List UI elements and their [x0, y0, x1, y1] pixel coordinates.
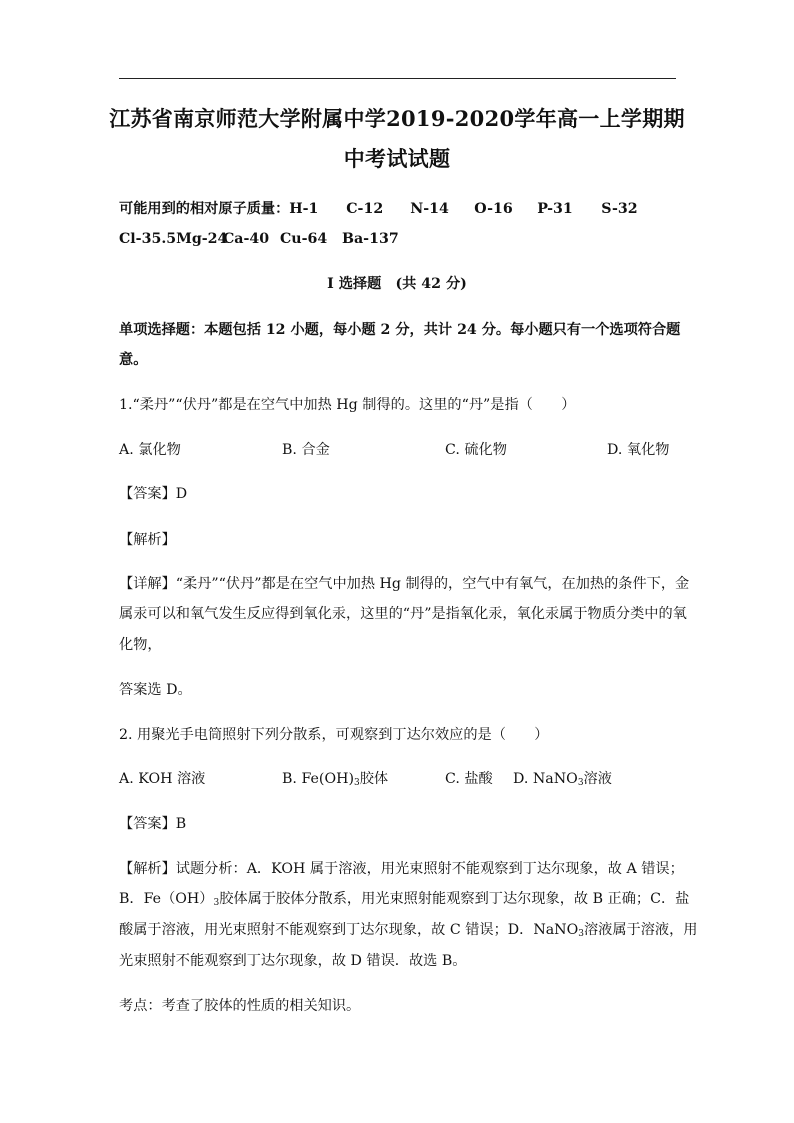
q2-analysis-line1: 【解析】试题分析：A．KOH 属于溶液，用光束照射不能观察到丁达尔现象，故 A 错误； — [119, 861, 684, 877]
q2-option-b — [282, 769, 388, 789]
q2-kaodian: 考点：考查了胶体的性质的相关知识。 — [119, 998, 361, 1014]
atomic-mass-item: Cl-35.5Mg-24 — [119, 231, 228, 247]
atomic-mass-item: N-14 — [410, 201, 449, 217]
q2-option-d-text: D. NaNO — [513, 771, 578, 787]
header-rule — [119, 78, 676, 79]
q2-analysis-line2-suffix: 胶体属于胶体分散系，用光束照射能观察到丁达尔现象，故 B 正确；C．盐 — [219, 891, 690, 907]
q2-analysis-line2-text: B．Fe（OH） — [119, 891, 214, 907]
q2-option-d-suffix: 溶液 — [583, 771, 612, 787]
q2-option-b-subscript: 3 — [353, 778, 360, 788]
atomic-mass-row2 — [119, 229, 679, 249]
q1-analysis-head: 【解析】 — [119, 532, 176, 548]
atomic-mass-item: S-32 — [601, 201, 638, 217]
q1-option-c: C. 硫化物 — [445, 442, 507, 458]
atomic-mass-item: Ca-40 — [223, 231, 270, 247]
atomic-mass-item: P-31 — [537, 201, 573, 217]
atomic-mass-row1 — [119, 199, 679, 219]
atomic-mass-item: O-16 — [474, 201, 513, 217]
q2-answer: 【答案】B — [119, 816, 187, 832]
q2-analysis-line3-subscript: 3 — [578, 929, 584, 939]
atomic-mass-item: Cu-64 — [280, 231, 328, 247]
q2-analysis-line2-subscript: 3 — [213, 898, 220, 908]
q1-detail-line1: 【详解】“柔丹”“伏丹”都是在空气中加热 Hg 制得的，空气中有氧气，在加热的条件下，金 — [119, 576, 690, 592]
q2-option-d-subscript: 3 — [577, 778, 584, 788]
q1-stem: 1.“柔丹”“伏丹”都是在空气中加热 Hg 制得的。这里的“丹”是指（ ） — [119, 397, 576, 413]
section-instruction-line2: 意。 — [119, 352, 148, 368]
page-title-line2: 中考试试题 — [343, 146, 451, 171]
atomic-mass-item: H-1 — [289, 201, 319, 217]
q1-answer: 【答案】D — [119, 486, 188, 502]
q2-analysis-line4: 光束照射不能观察到丁达尔现象，故 D 错误．故选 B。 — [119, 953, 467, 969]
q2-analysis-line2 — [119, 889, 690, 909]
section-title: I 选择题 (共 42 分) — [327, 276, 467, 292]
q1-detail-line3: 化物， — [119, 637, 162, 653]
atomic-mass-item: C-12 — [346, 201, 384, 217]
q2-analysis-line3-suffix: 溶液属于溶液，用 — [583, 922, 698, 938]
section-instruction-line1: 单项选择题：本题包括 12 小题，每小题 2 分，共计 24 分。每小题只有一个选项符合题 — [119, 322, 681, 338]
q2-option-b-suffix: 胶体 — [359, 771, 389, 787]
q2-analysis-line3-text: 酸属于溶液，用光束照射不能观察到丁达尔现象，故 C 错误；D．NaNO — [119, 922, 579, 938]
q2-analysis-line3 — [119, 920, 698, 940]
q1-detail-line2: 属汞可以和氧气发生反应得到氧化汞，这里的“丹”是指氧化汞，氧化汞属于物质分类中的氧 — [119, 606, 687, 622]
page-title-line1: 江苏省南京师范大学附属中学2019-2020学年高一上学期期 — [109, 106, 685, 131]
q2-stem: 2. 用聚光手电筒照射下列分散系，可观察到丁达尔效应的是（ ） — [119, 727, 549, 743]
q1-option-b: B. 合金 — [282, 442, 330, 458]
q2-option-d — [513, 769, 612, 789]
q1-option-a: A. 氯化物 — [119, 442, 181, 458]
q2-option-c: C. 盐酸 — [445, 771, 493, 787]
q2-option-a: A. KOH 溶液 — [119, 771, 206, 787]
atomic-mass-label: 可能用到的相对原子质量： — [119, 201, 290, 217]
q1-conclusion: 答案选 D。 — [119, 682, 192, 698]
q2-option-b-text: B. Fe(OH) — [282, 771, 354, 787]
q1-option-d: D. 氧化物 — [607, 442, 670, 458]
atomic-mass-item: Ba-137 — [342, 231, 399, 247]
